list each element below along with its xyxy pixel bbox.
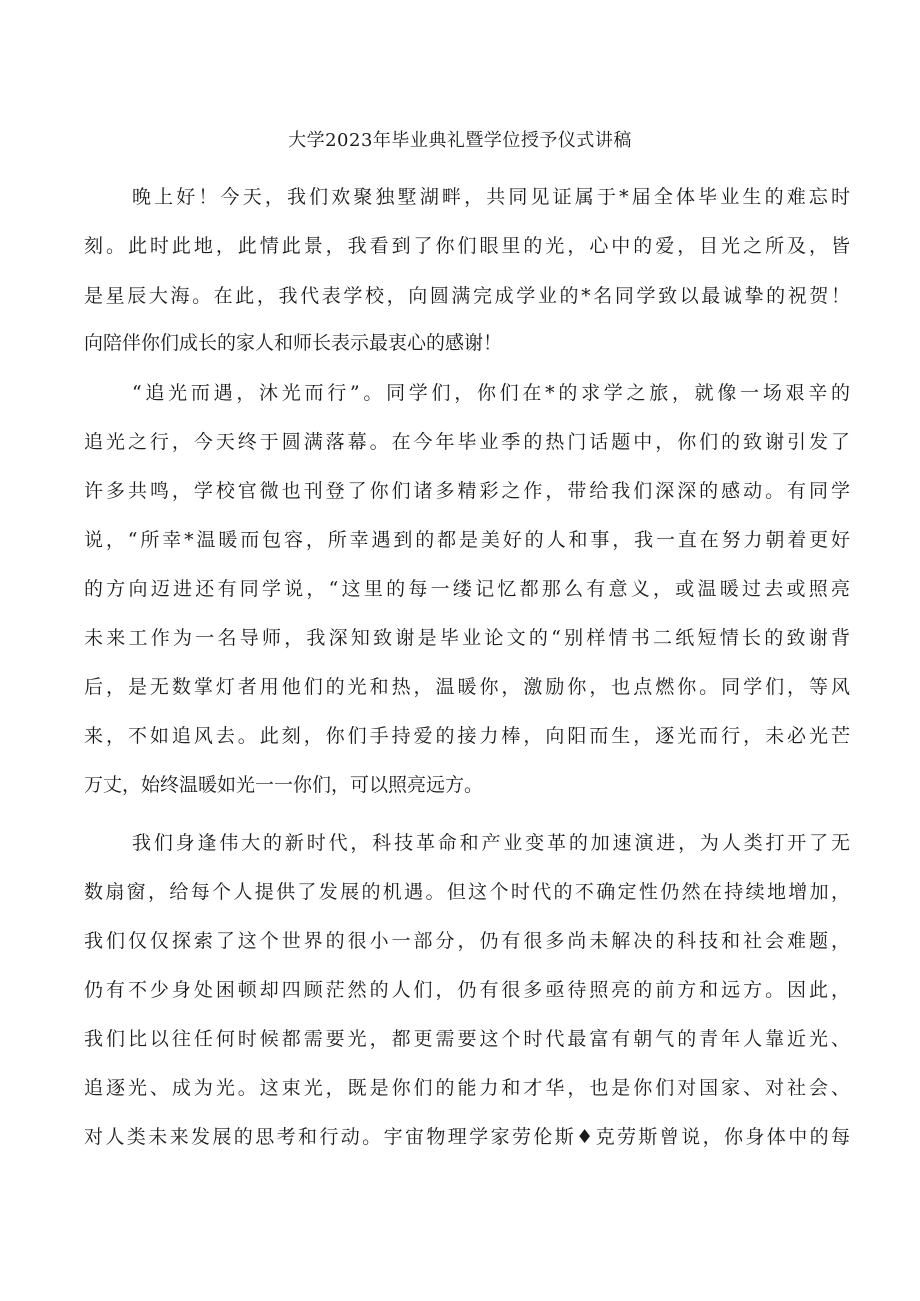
paragraph-2-line-6: 未来工作为一名导师，我深知致谢是毕业论文的“别样情书二纸短情长的致谢背: [84, 627, 850, 649]
paragraph-3-line-1: 我们身逢伟大的新时代，科技革命和产业变革的加速演进，为人类打开了无: [132, 832, 850, 854]
paragraph-3-line-5: 我们比以往任何时候都需要光，都更需要这个时代最富有朝气的青年人靠近光、: [84, 1028, 850, 1050]
paragraph-2-line-4: 说，“所幸*温暖而包容，所幸遇到的都是美好的人和事，我一直在努力朝着更好: [84, 529, 850, 551]
paragraph-2-line-1: “追光而遇，沐光而行”。同学们，你们在*的求学之旅，就像一场艰辛的: [132, 382, 850, 404]
paragraph-2-line-8: 来，不如追风去。此刻，你们手持爱的接力棒，向阳而生，逐光而行，未必光芒: [84, 725, 850, 747]
paragraph-2-line-5: 的方向迈进还有同学说，“这里的每一缕记忆都那么有意义，或温暖过去或照亮: [84, 578, 850, 600]
paragraph-1-line-3: 是星辰大海。在此，我代表学校，向圆满完成学业的*名同学致以最诚挚的祝贺！: [84, 285, 850, 307]
paragraph-2-line-2: 追光之行，今天终于圆满落幕。在今年毕业季的热门话题中，你们的致谢引发了: [84, 431, 850, 453]
paragraph-1-line-1: 晚上好！今天，我们欢聚独墅湖畔，共同见证属于*届全体毕业生的难忘时: [132, 186, 850, 208]
paragraph-3-line-2: 数扇窗，给每个人提供了发展的机遇。但这个时代的不确定性仍然在持续地增加，: [84, 881, 850, 903]
paragraph-1-line-4: 向陪伴你们成长的家人和师长表示最衷心的感谢！: [84, 332, 503, 354]
paragraph-2-line-7: 后，是无数掌灯者用他们的光和热，温暖你，激励你，也点燃你。同学们，等风: [84, 676, 850, 698]
paragraph-3-line-6: 追逐光、成为光。这束光，既是你们的能力和才华，也是你们对国家、对社会、: [84, 1077, 850, 1099]
paragraph-2-line-9: 万丈，始终温暖如光一一你们，可以照亮远方。: [84, 774, 484, 796]
document-title: 大学2023年毕业典礼暨学位授予仪式讲稿: [288, 130, 632, 151]
paragraph-1-line-2: 刻。此时此地，此情此景，我看到了你们眼里的光，心中的爱，目光之所及，皆: [84, 235, 850, 257]
paragraph-3-line-4: 仍有不少身处困顿却四顾茫然的人们，仍有很多亟待照亮的前方和远方。因此，: [84, 979, 850, 1001]
paragraph-3-line-3: 我们仅仅探索了这个世界的很小一部分，仍有很多尚未解决的科技和社会难题，: [84, 930, 850, 952]
paragraph-3-line-7: 对人类未来发展的思考和行动。宇宙物理学家劳伦斯♦克劳斯曾说，你身体中的每: [84, 1126, 850, 1148]
paragraph-2-line-3: 许多共鸣，学校官微也刊登了你们诸多精彩之作，带给我们深深的感动。有同学: [84, 480, 850, 502]
